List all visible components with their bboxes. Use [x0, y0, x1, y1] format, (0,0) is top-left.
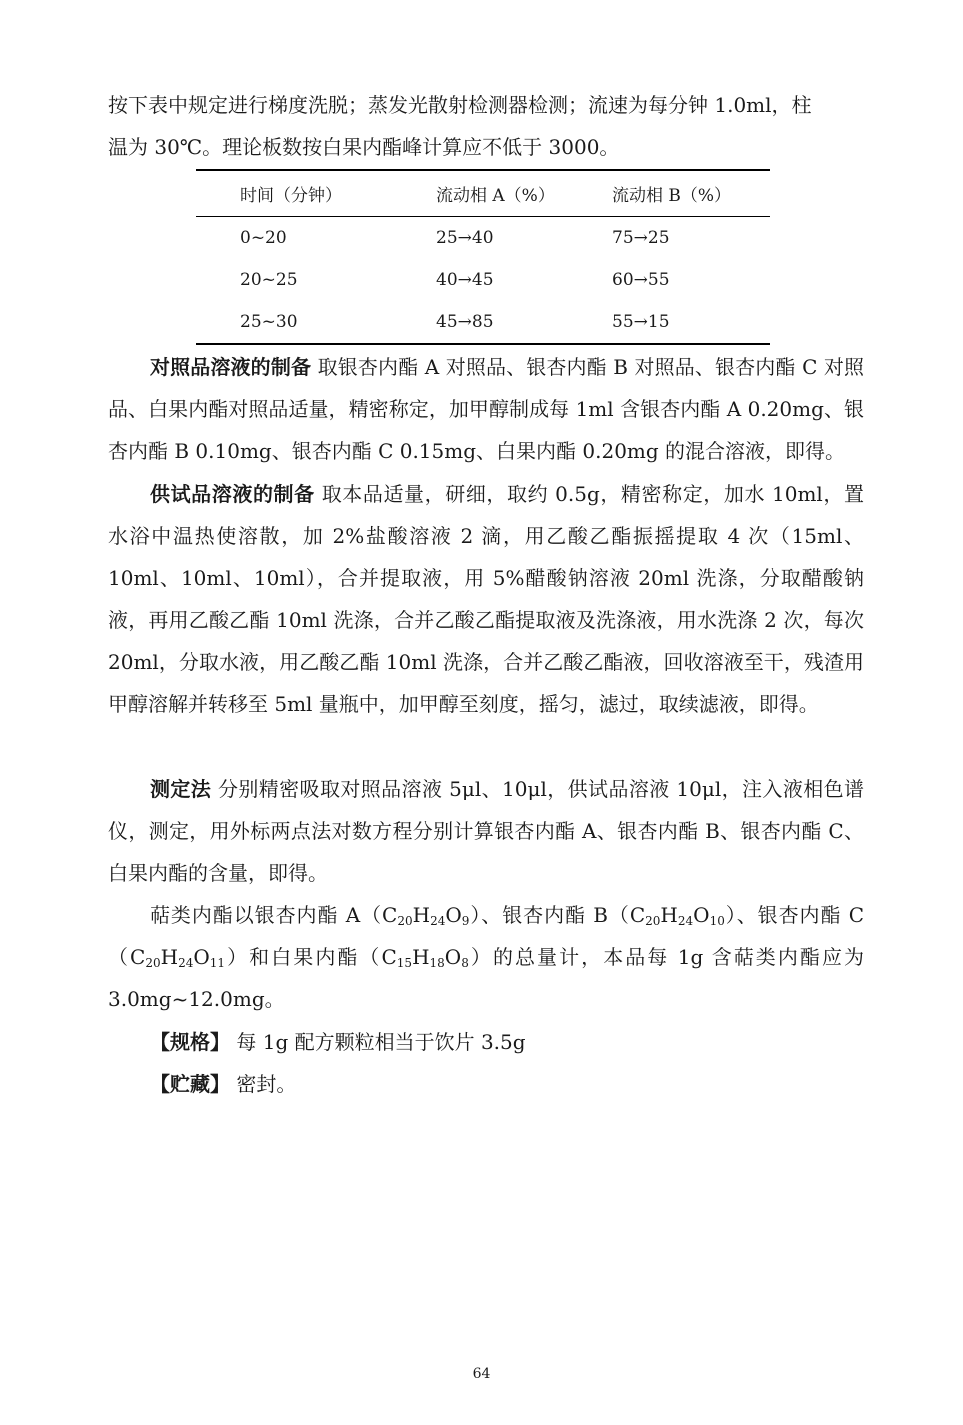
test-solution-text: 取本品适量，研细，取约 0.5g，精密称定，加水 10ml，置水浴中温热使溶散，加 2%盐酸溶液 2 滴，用乙酸乙酯振摇提取 4 次（15ml、10ml、10ml、10ml），合并提取液，用 5%醋酸钠溶液 20ml 洗涤，分取醋酸钠液，再用乙酸乙酯 10ml 洗涤，合并乙酸乙酯提取液及洗涤液，用水洗涤 2 次，每次 20ml，分取水液，用乙酸乙酯 10ml 洗涤，合并乙酸乙酯液，回收溶液至干，残渣用甲醇溶解并转移至 5ml 量瓶中，加甲醇至刻度，摇匀，滤过，取续滤液，即得。 [108, 482, 865, 716]
content-spec-paragraph [108, 894, 864, 1020]
reference-solution-text: 取银杏内酯 A 对照品、银杏内酯 B 对照品、银杏内酯 C 对照品、白果内酯对照品适量，精密称定，加甲醇制成每 1ml 含银杏内酯 A 0.20mg、银杏内酯 B 0.10mg、银杏内酯 C 0.15mg、白果内酯 0.20mg 的混合溶液，即得。 [108, 355, 865, 463]
page-number: 64 [472, 1366, 491, 1382]
subscript: 24 [430, 914, 446, 928]
content-text: ）、银杏内酯 C（C [108, 903, 864, 969]
reference-solution-paragraph [108, 346, 864, 472]
test-solution-paragraph [108, 473, 864, 725]
subscript: 10 [709, 914, 725, 928]
subscript: 8 [461, 956, 469, 970]
content-text: ）的总量计，本品每 1g 含萜类内酯应为 3.0mg~12.0mg。 [108, 945, 864, 1011]
intro-line-2: 温为 30℃。理论板数按白果内酯峰计算应不低于 3000。 [108, 135, 620, 159]
header-phase-b: 流动相 B（%） [612, 170, 770, 217]
storage-label: 【贮藏】 [150, 1072, 230, 1096]
cell-time: 25~30 [196, 301, 436, 344]
table-row [196, 217, 770, 260]
subscript: 20 [145, 956, 161, 970]
header-phase-a: 流动相 A（%） [436, 170, 612, 217]
content-text: O [444, 945, 462, 969]
content-text: H [412, 903, 431, 927]
storage-line [108, 1063, 864, 1105]
assay-text: 分别精密吸取对照品溶液 5μl、10μl，供试品溶液 10μl，注入液相色谱仪，测定，用外标两点法对数方程分别计算银杏内酯 A、银杏内酯 B、银杏内酯 C、白果内酯的含量，即得。 [108, 777, 865, 885]
subscript: 11 [209, 956, 226, 970]
subscript: 18 [429, 956, 445, 970]
content-text: O [445, 903, 462, 927]
content-text: O [693, 903, 710, 927]
intro-line-1: 按下表中规定进行梯度洗脱；蒸发光散射检测器检测；流速为每分钟 1.0ml，柱 [108, 93, 812, 117]
subscript: 9 [461, 914, 470, 928]
cell-phase-a: 25→40 [436, 228, 494, 248]
intro-paragraph [108, 84, 864, 168]
test-solution-heading: 供试品溶液的制备 [150, 482, 315, 506]
content-text: H [660, 903, 678, 927]
subscript: 24 [677, 914, 694, 928]
cell-phase-a: 45→85 [436, 301, 612, 344]
cell-phase-a: 40→45 [436, 270, 494, 290]
subscript: 24 [178, 956, 194, 970]
assay-paragraph [108, 768, 864, 894]
table-row [196, 259, 770, 301]
cell-phase-b: 60→55 [612, 270, 670, 290]
specification-label: 【规格】 [150, 1030, 230, 1054]
specification-text: 每 1g 配方颗粒相当于饮片 3.5g [236, 1030, 526, 1054]
header-time: 时间（分钟） [196, 170, 436, 217]
reference-solution-heading: 对照品溶液的制备 [150, 355, 312, 379]
specification-line [108, 1021, 864, 1063]
storage-text: 密封。 [236, 1072, 297, 1096]
assay-heading: 测定法 [150, 777, 212, 801]
cell-phase-b: 55→15 [612, 301, 770, 344]
subscript: 20 [397, 914, 413, 928]
content-text: H [412, 945, 430, 969]
subscript: 20 [645, 914, 661, 928]
cell-time: 0~20 [240, 228, 287, 248]
cell-time: 20~25 [240, 270, 298, 290]
gradient-table [196, 169, 770, 345]
content-text: 萜类内酯以银杏内酯 A（C [150, 903, 398, 927]
content-text: O [193, 945, 210, 969]
table-row [196, 301, 770, 344]
subscript: 15 [396, 956, 413, 970]
table-header-row [196, 170, 770, 217]
content-text: ）和白果内酯（C [225, 945, 397, 969]
content-text: H [160, 945, 179, 969]
cell-phase-b: 75→25 [612, 228, 670, 248]
content-text: ）、银杏内酯 B（C [469, 903, 646, 927]
